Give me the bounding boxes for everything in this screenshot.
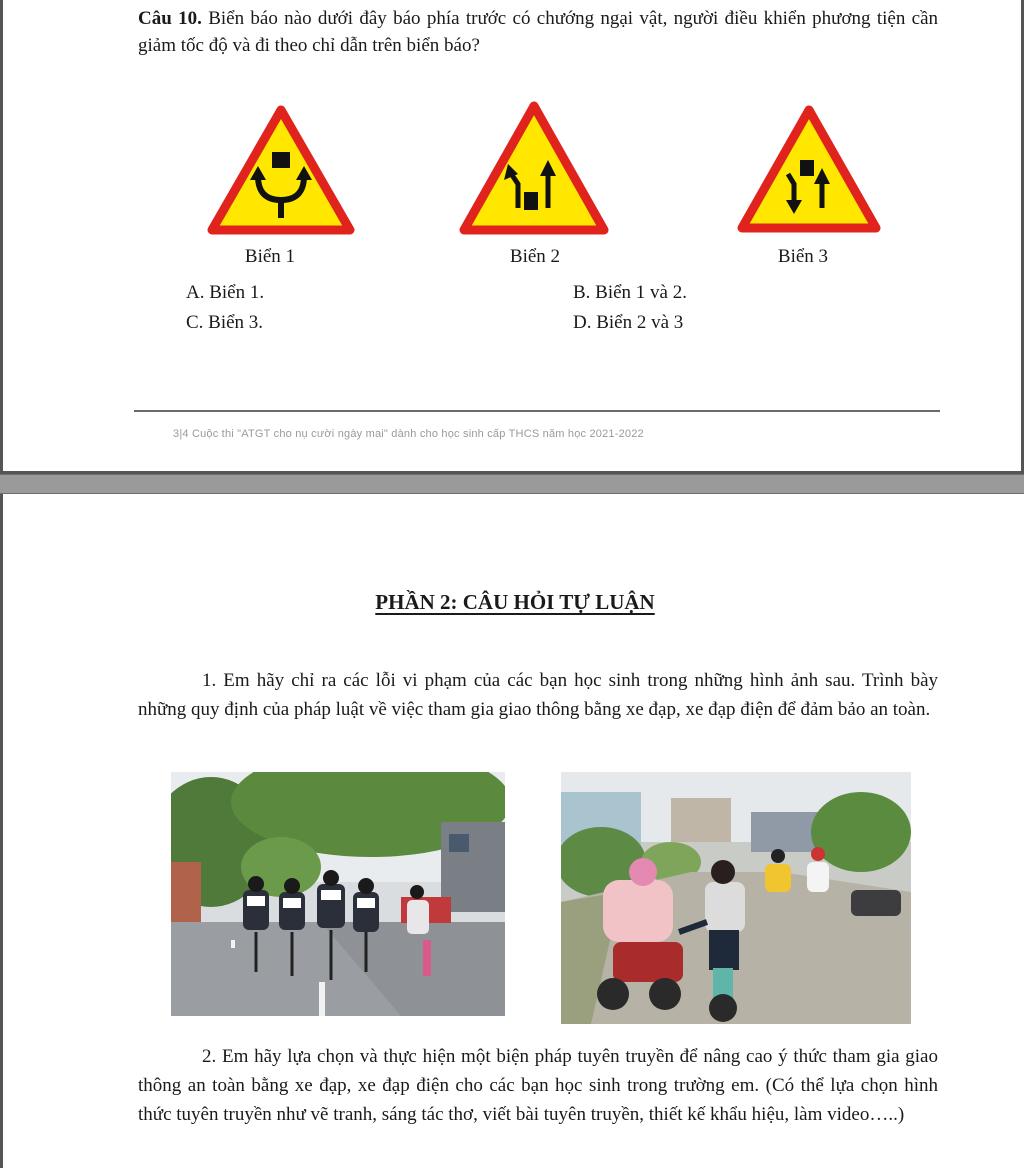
sign-1-label: Biển 1 xyxy=(244,246,296,267)
document-page-1 xyxy=(0,0,1024,474)
answer-a: A. Biển 1. xyxy=(186,282,265,303)
section-title: PHẦN 2: CÂU HỎI TỰ LUẬN xyxy=(375,590,655,614)
answer-d: D. Biển 2 và 3 xyxy=(573,312,684,333)
question-number: Câu 10. xyxy=(138,8,202,29)
footer-divider xyxy=(134,410,940,412)
sign-2-label: Biển 2 xyxy=(509,246,561,267)
answer-c: C. Biển 3. xyxy=(186,312,264,333)
page-footer: 3|4 Cuộc thi "ATGT cho nụ cười ngày mai" dành cho học sinh cấp THCS năm học 2021-2022 xyxy=(173,428,644,440)
essay-question-2: 2. Em hãy lựa chọn và thực hiện một biện pháp tuyên truyền để nâng cao ý thức tham gia giao thông an toàn bằng xe đạp, xe đạp điện cho các bạn học sinh trong trường em. (Có thể lựa chọn hình thức tuyên truyền như vẽ tranh, sáng tác thơ, viết bài tuyên truyền, thiết kế khẩu hiệu, làm video…..) xyxy=(138,1046,938,1125)
page-separator xyxy=(0,474,1024,494)
sign-3-label: Biển 3 xyxy=(777,246,829,267)
obstacle-pass-left-icon xyxy=(736,104,882,234)
sign-3 xyxy=(736,104,882,239)
answer-b: B. Biển 1 và 2. xyxy=(573,282,687,303)
photo-students-pushing-bike xyxy=(561,772,911,1024)
obstacle-pass-both-sides-icon xyxy=(206,104,356,236)
photo-students-riding-abreast xyxy=(171,772,505,1016)
question-10 xyxy=(138,5,938,59)
question-text: Biển báo nào dưới đây báo phía trước có chướng ngại vật, người điều khiển phương tiện cần giảm tốc độ và đi theo chỉ dẫn trên biển báo? xyxy=(138,8,939,56)
document-page-2 xyxy=(0,494,1024,1168)
sign-1 xyxy=(206,104,356,241)
essay-question-1: 1. Em hãy chỉ ra các lỗi vi phạm của các bạn học sinh trong những hình ảnh sau. Trình bày những quy định của pháp luật về việc tham gia giao thông bằng xe đạp, xe đạp điện để đảm bảo an toàn. xyxy=(138,670,938,720)
obstacle-pass-right-icon xyxy=(458,100,610,236)
sign-2 xyxy=(458,100,610,241)
